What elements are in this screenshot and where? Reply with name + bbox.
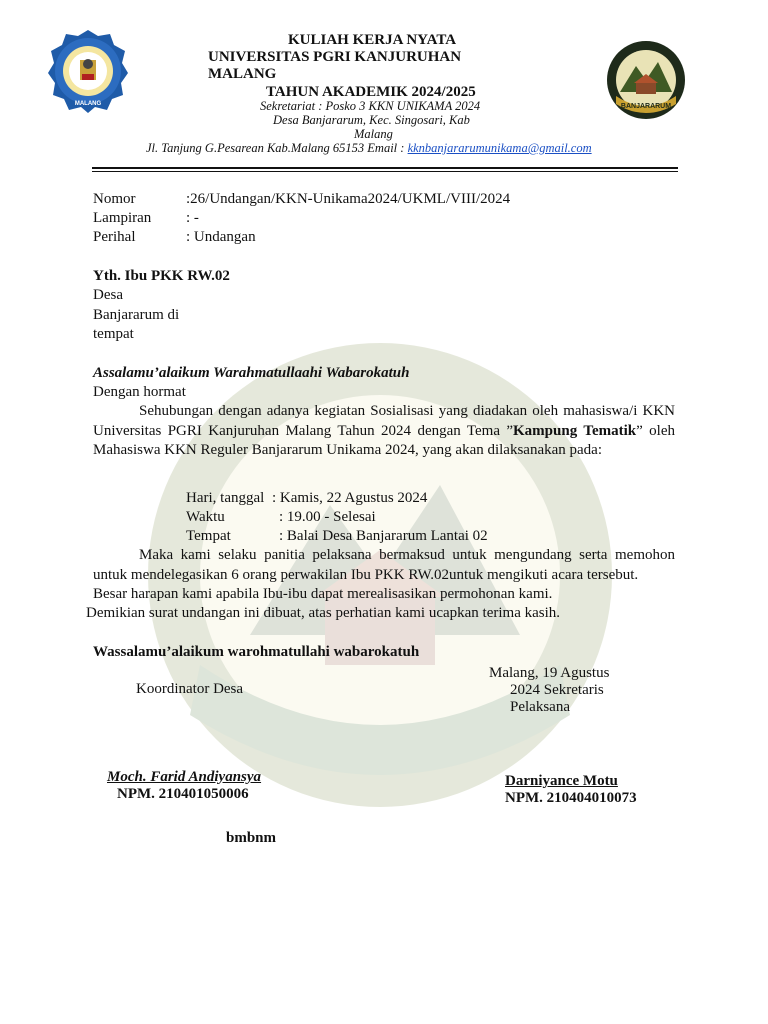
left-signer-role: Koordinator Desa: [136, 681, 244, 697]
place-date-line1: Malang, 19 Agustus: [489, 665, 610, 681]
nomor-label: Nomor: [93, 191, 136, 207]
waktu-value: : 19.00 - Selesai: [279, 509, 376, 525]
paragraph-1: [93, 402, 675, 461]
university-logo: [46, 28, 130, 114]
header-line4: TAHUN AKADEMIK 2024/2025: [266, 84, 476, 100]
paragraph-4: Demikian surat undangan ini dibuat, atas perhatian kami ucapkan terima kasih.: [86, 605, 561, 621]
left-logo-bottom-text: MALANG: [74, 101, 102, 107]
right-signer-name: Darniyance Motu: [505, 773, 618, 789]
header-line1: KULIAH KERJA NYATA: [288, 32, 457, 48]
recipient-line3: tempat: [93, 326, 134, 342]
kkn-banjararum-logo: [606, 40, 686, 120]
perihal-label: Perihal: [93, 229, 136, 245]
hari-value: : Kamis, 22 Agustus 2024: [272, 490, 428, 506]
secretariat-line3: Malang: [354, 127, 393, 141]
footer-stray-text: bmbnm: [226, 830, 277, 846]
theme-text: Kampung Tematik: [513, 422, 637, 439]
lampiran-label: Lampiran: [93, 210, 152, 226]
paragraph-2: Maka kami selaku panitia pelaksana bermaksud untuk mengundang serta memohon untuk mendelegasikan 6 orang perwakilan Ibu PKK RW.02untuk mengikuti acara tersebut.: [93, 547, 675, 583]
address-line: [146, 141, 592, 156]
closing-salam: Wassalamu’alaikum warohmatullahi wabarokatuh: [93, 644, 420, 660]
paragraph-1-start: Sehubungan dengan adanya kegiatan Sosialisasi yang diadakan oleh mahasiswa/i KKN Universitas PGRI Kanjuruhan Malang Tahun 2024 dengan Tema ”: [93, 403, 675, 439]
left-signer-npm: NPM. 210401050006: [117, 786, 249, 802]
lampiran-value: : -: [186, 210, 199, 226]
recipient-line1: Desa: [93, 287, 123, 303]
paragraph-1-end: ” oleh Mahasiswa KKN Reguler Banjararum Unikama 2024, yang akan dilaksanakan pada:: [93, 422, 675, 458]
greeting: Dengan hormat: [93, 384, 186, 400]
perihal-value: : Undangan: [186, 229, 256, 245]
right-signer-npm: NPM. 210404010073: [505, 790, 637, 806]
recipient-line2: Banjararum di: [93, 307, 180, 323]
email-link[interactable]: kknbanjararumunikama@gmail.com: [407, 141, 592, 155]
opening-salam: Assalamu’alaikum Warahmatullaahi Wabarokatuh: [93, 365, 410, 381]
nomor-value: :26/Undangan/KKN-Unikama2024/UKML/VIII/2024: [186, 191, 511, 207]
secretariat-line1: Sekretariat : Posko 3 KKN UNIKAMA 2024: [260, 99, 481, 113]
header-line2: UNIVERSITAS PGRI KANJURUHAN: [208, 49, 462, 65]
place-date-line2: 2024 Sekretaris: [510, 682, 604, 698]
paragraph-3: Besar harapan kami apabila Ibu-ibu dapat merealisasikan permohonan kami.: [93, 586, 553, 602]
header-line3: MALANG: [208, 66, 277, 82]
header-divider-thick: [92, 167, 678, 169]
left-signer-name: Moch. Farid Andiyansya: [107, 769, 262, 785]
tempat-value: : Balai Desa Banjararum Lantai 02: [279, 528, 488, 544]
secretariat-line2: Desa Banjararum, Kec. Singosari, Kab: [273, 113, 470, 127]
waktu-label: Waktu: [186, 509, 225, 525]
recipient-to: Yth. Ibu PKK RW.02: [93, 268, 230, 284]
place-date-line3: Pelaksana: [510, 699, 570, 715]
hari-label: Hari, tanggal: [186, 490, 265, 506]
header-divider-thin: [92, 171, 678, 172]
tempat-label: Tempat: [186, 528, 231, 544]
right-logo-banner-text: BANJARARUM: [620, 103, 672, 110]
address-text: Jl. Tanjung G.Pesarean Kab.Malang 65153 Email :: [146, 141, 405, 155]
